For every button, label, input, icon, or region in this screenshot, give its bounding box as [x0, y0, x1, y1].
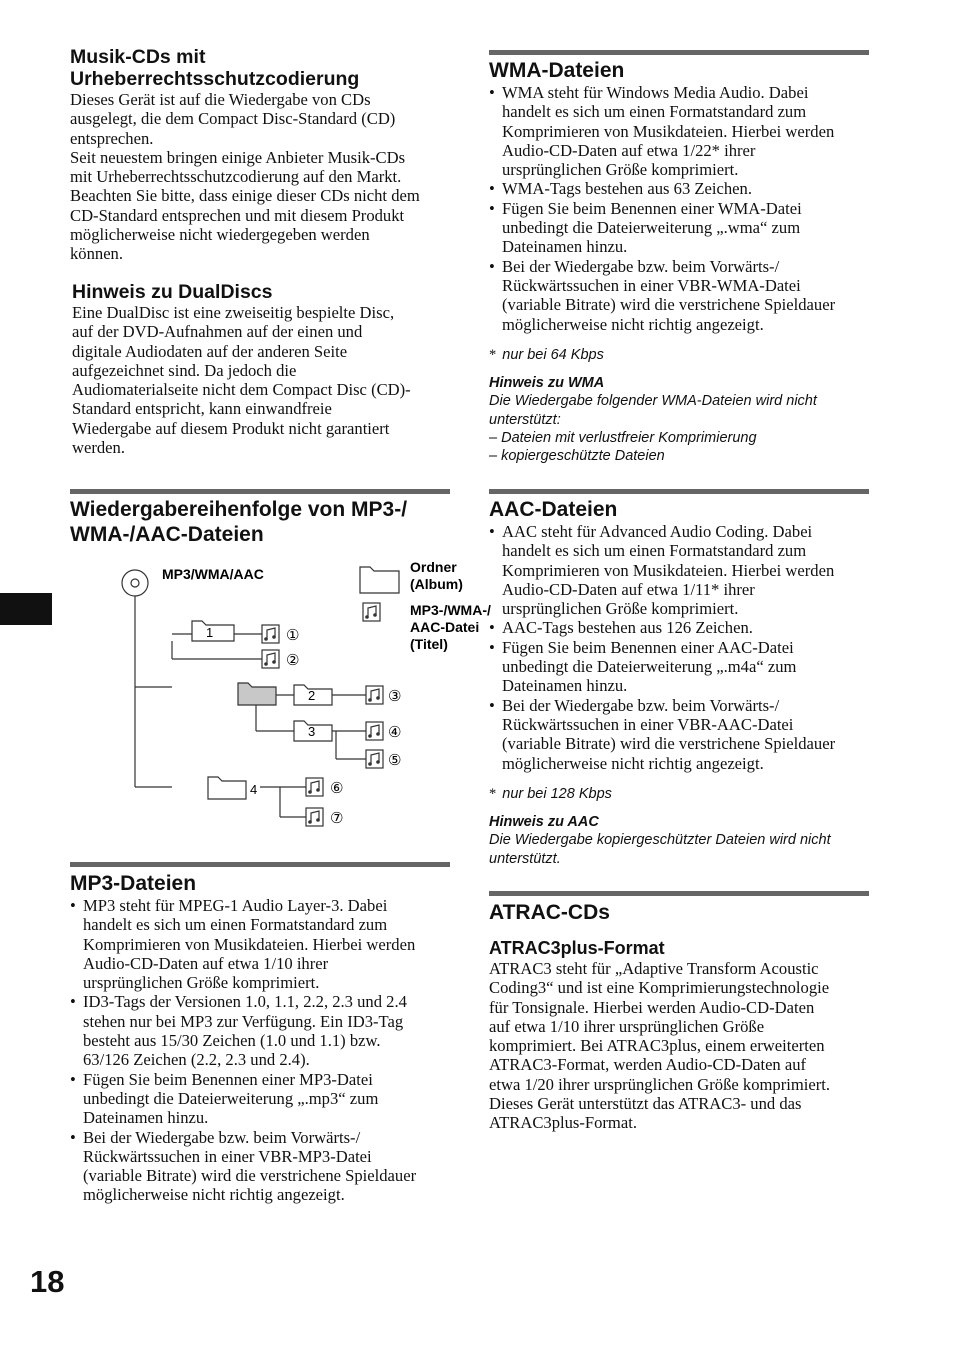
- music-file-icon: [262, 650, 279, 668]
- aac-note: [489, 813, 869, 868]
- track-number: ①: [286, 626, 300, 644]
- legend-file-label: AAC-Datei: [410, 619, 480, 635]
- section-tab-marker: [0, 593, 52, 625]
- text-line: möglicherweise nicht richtig angezeigt.: [502, 753, 764, 773]
- musik-heading: [70, 46, 420, 90]
- footnote-text: nur bei 64 Kbps: [502, 347, 604, 363]
- note-line: – kopiergeschützte Dateien: [489, 448, 665, 465]
- musik-heading-line: Musik-CDs mit: [70, 46, 206, 68]
- disc-icon: [122, 570, 148, 596]
- text-line: auf etwa 1/10 ihrer ursprünglichen Größe: [489, 1016, 765, 1036]
- text-line: für Tonsignale. Hierbei werden Audio-CD-Daten: [489, 997, 815, 1017]
- atrac-section: [489, 900, 869, 1133]
- text-line: CD-Standard entsprechen und mit diesem Produkt: [70, 205, 405, 225]
- text-line: Audio-CD-Daten auf etwa 1/22* ihrer: [502, 140, 756, 160]
- section-rule: [489, 50, 869, 55]
- text-line: • Bei der Wiedergabe bzw. beim Vorwärts-/: [502, 695, 780, 715]
- order-heading-line: Wiedergabereihenfolge von MP3-/: [70, 498, 408, 521]
- music-file-icon: [366, 686, 383, 704]
- music-file-icon: [306, 778, 323, 796]
- text-line: ursprünglichen Größe komprimiert.: [502, 160, 739, 180]
- text-line: möglicherweise nicht richtig angezeigt.: [83, 1185, 345, 1205]
- text-line: stehen nur bei MP3 zur Verfügung. Ein ID3-Tag: [83, 1011, 404, 1031]
- aac-section: [489, 497, 869, 773]
- atrac-body: [489, 959, 869, 1133]
- music-file-icon: [262, 625, 279, 643]
- text-line: Komprimieren von Musikdateien. Hierbei werden: [502, 121, 835, 141]
- text-line: komprimiert. Bei ATRAC3plus, einem erweiterten: [489, 1036, 825, 1056]
- wma-bullets: [489, 83, 869, 334]
- folder-number: 2: [308, 688, 316, 703]
- folder-number: 4: [250, 782, 258, 797]
- text-line: (variable Bitrate) wird die verstrichene Spieldauer: [83, 1166, 417, 1186]
- text-line: • WMA-Tags bestehen aus 63 Zeichen.: [502, 179, 752, 199]
- text-line: digitale Audiodaten auf der anderen Seite: [72, 341, 348, 361]
- text-line: möglicherweise nicht richtig angezeigt.: [502, 314, 764, 334]
- text-line: werden.: [72, 438, 125, 458]
- track-number: ②: [286, 651, 300, 669]
- musik-heading-line: Urheberrechtsschutzcodierung: [70, 68, 360, 90]
- dualdisc-body: [72, 303, 411, 457]
- legend-folder-label: Ordner: [410, 559, 457, 575]
- section-rule: [489, 891, 869, 896]
- folder-number: 1: [206, 625, 214, 640]
- text-line: • ID3-Tags der Versionen 1.0, 1.1, 2.2, 2.3 und 2.4: [83, 992, 407, 1012]
- text-line: Seit neuestem bringen einige Anbieter Musik-CDs: [70, 147, 406, 167]
- list-item: [489, 199, 869, 257]
- text-line: • Bei der Wiedergabe bzw. beim Vorwärts-/: [83, 1127, 361, 1147]
- text-line: Dateinamen hinzu.: [83, 1108, 209, 1128]
- note-line: – Dateien mit verlustfreier Komprimierung: [489, 429, 757, 446]
- note-line: Die Wiedergabe folgender WMA-Dateien wird nicht: [489, 393, 817, 410]
- note-line: unterstützt.: [489, 850, 561, 867]
- text-line: • Fügen Sie beim Benennen einer MP3-Datei: [83, 1069, 373, 1089]
- list-item: [489, 618, 869, 637]
- text-line: Komprimieren von Musikdateien. Hierbei werden: [83, 934, 416, 954]
- section-rule: [70, 489, 450, 494]
- note-line: Die Wiedergabe kopiergeschützter Dateien wird nicht: [489, 832, 831, 849]
- text-line: (variable Bitrate) wird die verstrichene Spieldauer: [502, 295, 836, 315]
- text-line: Coding3“ und ist eine Komprimierungstechnologie: [489, 978, 830, 998]
- text-line: auf der DVD-Aufnahmen auf der einen und: [72, 322, 363, 342]
- text-line: können.: [70, 244, 123, 264]
- text-line: • Fügen Sie beim Benennen einer WMA-Datei: [502, 198, 802, 218]
- text-line: ATRAC3 steht für „Adaptive Transform Acoustic: [489, 959, 819, 978]
- text-line: • MP3 steht für MPEG-1 Audio Layer-3. Dabei: [83, 896, 388, 915]
- text-line: • Bei der Wiedergabe bzw. beim Vorwärts-/: [502, 256, 780, 276]
- text-line: ursprünglichen Größe komprimiert.: [502, 599, 739, 619]
- text-line: entsprechen.: [70, 128, 154, 148]
- page-number: 18: [30, 1264, 65, 1299]
- text-line: unbedingt die Dateierweiterung „.mp3“ zum: [83, 1088, 379, 1108]
- text-line: Rückwärtssuchen in einer VBR-AAC-Datei: [502, 714, 794, 734]
- aac-bullets: [489, 522, 869, 773]
- text-line: mit Urheberrechtsschutzcodierung auf den Markt.: [70, 167, 402, 187]
- track-number: ⑤: [388, 751, 402, 769]
- track-number: ③: [388, 687, 402, 705]
- text-line: ursprünglichen Größe komprimiert.: [83, 973, 320, 993]
- text-line: Audio-CD-Daten auf etwa 1/11* ihrer: [502, 579, 755, 599]
- text-line: Standard entspricht, kann einwandfreie: [72, 399, 332, 419]
- text-line: ausgelegt, die dem Compact Disc-Standard (CD): [70, 109, 396, 129]
- legend-folder-icon: [360, 567, 399, 593]
- text-line: ATRAC3plus-Format.: [489, 1113, 637, 1133]
- list-item: [489, 179, 869, 198]
- footnote-star: *: [489, 786, 497, 802]
- footnote-text: nur bei 128 Kbps: [502, 786, 612, 802]
- order-heading: [70, 497, 450, 547]
- atrac-heading: ATRAC-CDs: [489, 901, 610, 924]
- text-line: ATRAC3-Format, werden Audio-CD-Daten auf: [489, 1055, 807, 1075]
- mp3-section: [70, 871, 450, 1205]
- aac-heading: AAC-Dateien: [489, 498, 618, 521]
- text-line: handelt es sich um einen Formatstandard zum: [502, 102, 807, 122]
- music-file-icon: [306, 808, 323, 826]
- footnote-star: *: [489, 347, 497, 363]
- text-line: Dieses Gerät ist auf die Wiedergabe von CDs: [70, 90, 371, 109]
- atrac-subheading: ATRAC3plus-Format: [489, 938, 665, 958]
- text-line: • AAC-Tags bestehen aus 126 Zeichen.: [502, 618, 753, 638]
- text-line: Wiedergabe auf diesem Produkt nicht garantiert: [72, 418, 390, 438]
- legend-file-label: MP3-/WMA-/: [410, 602, 491, 618]
- folder-icon: [238, 683, 276, 705]
- section-rule: [489, 489, 869, 494]
- list-item: [489, 522, 869, 618]
- musik-body: [70, 90, 420, 264]
- text-line: etwa 1/20 ihrer ursprünglichen Größe komprimiert.: [489, 1074, 830, 1094]
- list-item: [70, 1128, 450, 1205]
- list-item: [489, 638, 869, 696]
- text-line: • AAC steht für Advanced Audio Coding. Dabei: [502, 522, 813, 541]
- section-rule: [70, 862, 450, 867]
- wma-heading: WMA-Dateien: [489, 59, 625, 82]
- text-line: unbedingt die Dateierweiterung „.wma“ zum: [502, 218, 801, 238]
- order-heading-line: WMA-/AAC-Dateien: [70, 523, 264, 546]
- text-line: (variable Bitrate) wird die verstrichene Spieldauer: [502, 734, 836, 754]
- dualdisc-heading: Hinweis zu DualDiscs: [72, 281, 273, 303]
- text-line: handelt es sich um einen Formatstandard zum: [83, 915, 388, 935]
- music-file-icon: [366, 722, 383, 740]
- root-label: MP3/WMA/AAC: [162, 566, 264, 582]
- text-line: Dieses Gerät unterstützt das ATRAC3- und das: [489, 1094, 802, 1114]
- text-line: Rückwärtssuchen in einer VBR-MP3-Datei: [83, 1146, 372, 1166]
- note-title: Hinweis zu AAC: [489, 814, 599, 830]
- text-line: handelt es sich um einen Formatstandard zum: [502, 541, 807, 561]
- text-line: Dateinamen hinzu.: [502, 676, 628, 696]
- text-line: Rückwärtssuchen in einer VBR-WMA-Datei: [502, 275, 801, 295]
- wma-footnote: [489, 346, 604, 364]
- text-line: Eine DualDisc ist eine zweiseitig bespielte Disc,: [72, 303, 395, 322]
- legend-folder-label: (Album): [410, 576, 463, 592]
- note-title: Hinweis zu WMA: [489, 375, 605, 391]
- wma-section: [489, 58, 869, 334]
- list-item: [489, 257, 869, 334]
- legend-file-label: (Titel): [410, 636, 448, 652]
- list-item: [70, 1070, 450, 1128]
- legend-file-icon: [363, 603, 380, 621]
- text-line: • WMA steht für Windows Media Audio. Dabei: [502, 83, 809, 102]
- text-line: Komprimieren von Musikdateien. Hierbei werden: [502, 560, 835, 580]
- mp3-heading: MP3-Dateien: [70, 872, 197, 895]
- text-line: Beachten Sie bitte, dass einige dieser CDs nicht dem: [70, 186, 420, 206]
- aac-footnote: [489, 785, 612, 803]
- text-line: möglicherweise nicht wiedergegeben werden: [70, 225, 370, 245]
- text-line: Audio-CD-Daten auf etwa 1/10 ihrer: [83, 953, 329, 973]
- track-number: ④: [388, 723, 402, 741]
- dualdisc-section: [72, 281, 411, 457]
- list-item: [70, 896, 450, 992]
- musik-section: [70, 46, 420, 264]
- folder-icon: [208, 777, 246, 799]
- list-item: [489, 696, 869, 773]
- text-line: 63/126 Zeichen (2.2, 2.3 und 2.4).: [83, 1050, 310, 1070]
- text-line: besteht aus 15/30 Zeichen (1.0 und 1.1) bzw.: [83, 1031, 381, 1051]
- list-item: [489, 83, 869, 179]
- text-line: Audiomaterialseite nicht dem Compact Disc (CD)-: [72, 380, 411, 400]
- text-line: • Fügen Sie beim Benennen einer AAC-Datei: [502, 637, 794, 657]
- music-file-icon: [366, 750, 383, 768]
- mp3-bullets: [70, 896, 450, 1205]
- text-line: unbedingt die Dateierweiterung „.m4a“ zum: [502, 657, 797, 677]
- text-line: Dateinamen hinzu.: [502, 237, 628, 257]
- playback-order-diagram: [110, 555, 491, 835]
- list-item: [70, 992, 450, 1069]
- note-line: unterstützt:: [489, 411, 561, 428]
- track-number: ⑥: [330, 779, 344, 797]
- folder-number: 3: [308, 724, 316, 739]
- text-line: aufgezeichnet sind. Da jedoch die: [72, 360, 297, 380]
- wma-note: [489, 374, 869, 465]
- track-number: ⑦: [330, 809, 344, 827]
